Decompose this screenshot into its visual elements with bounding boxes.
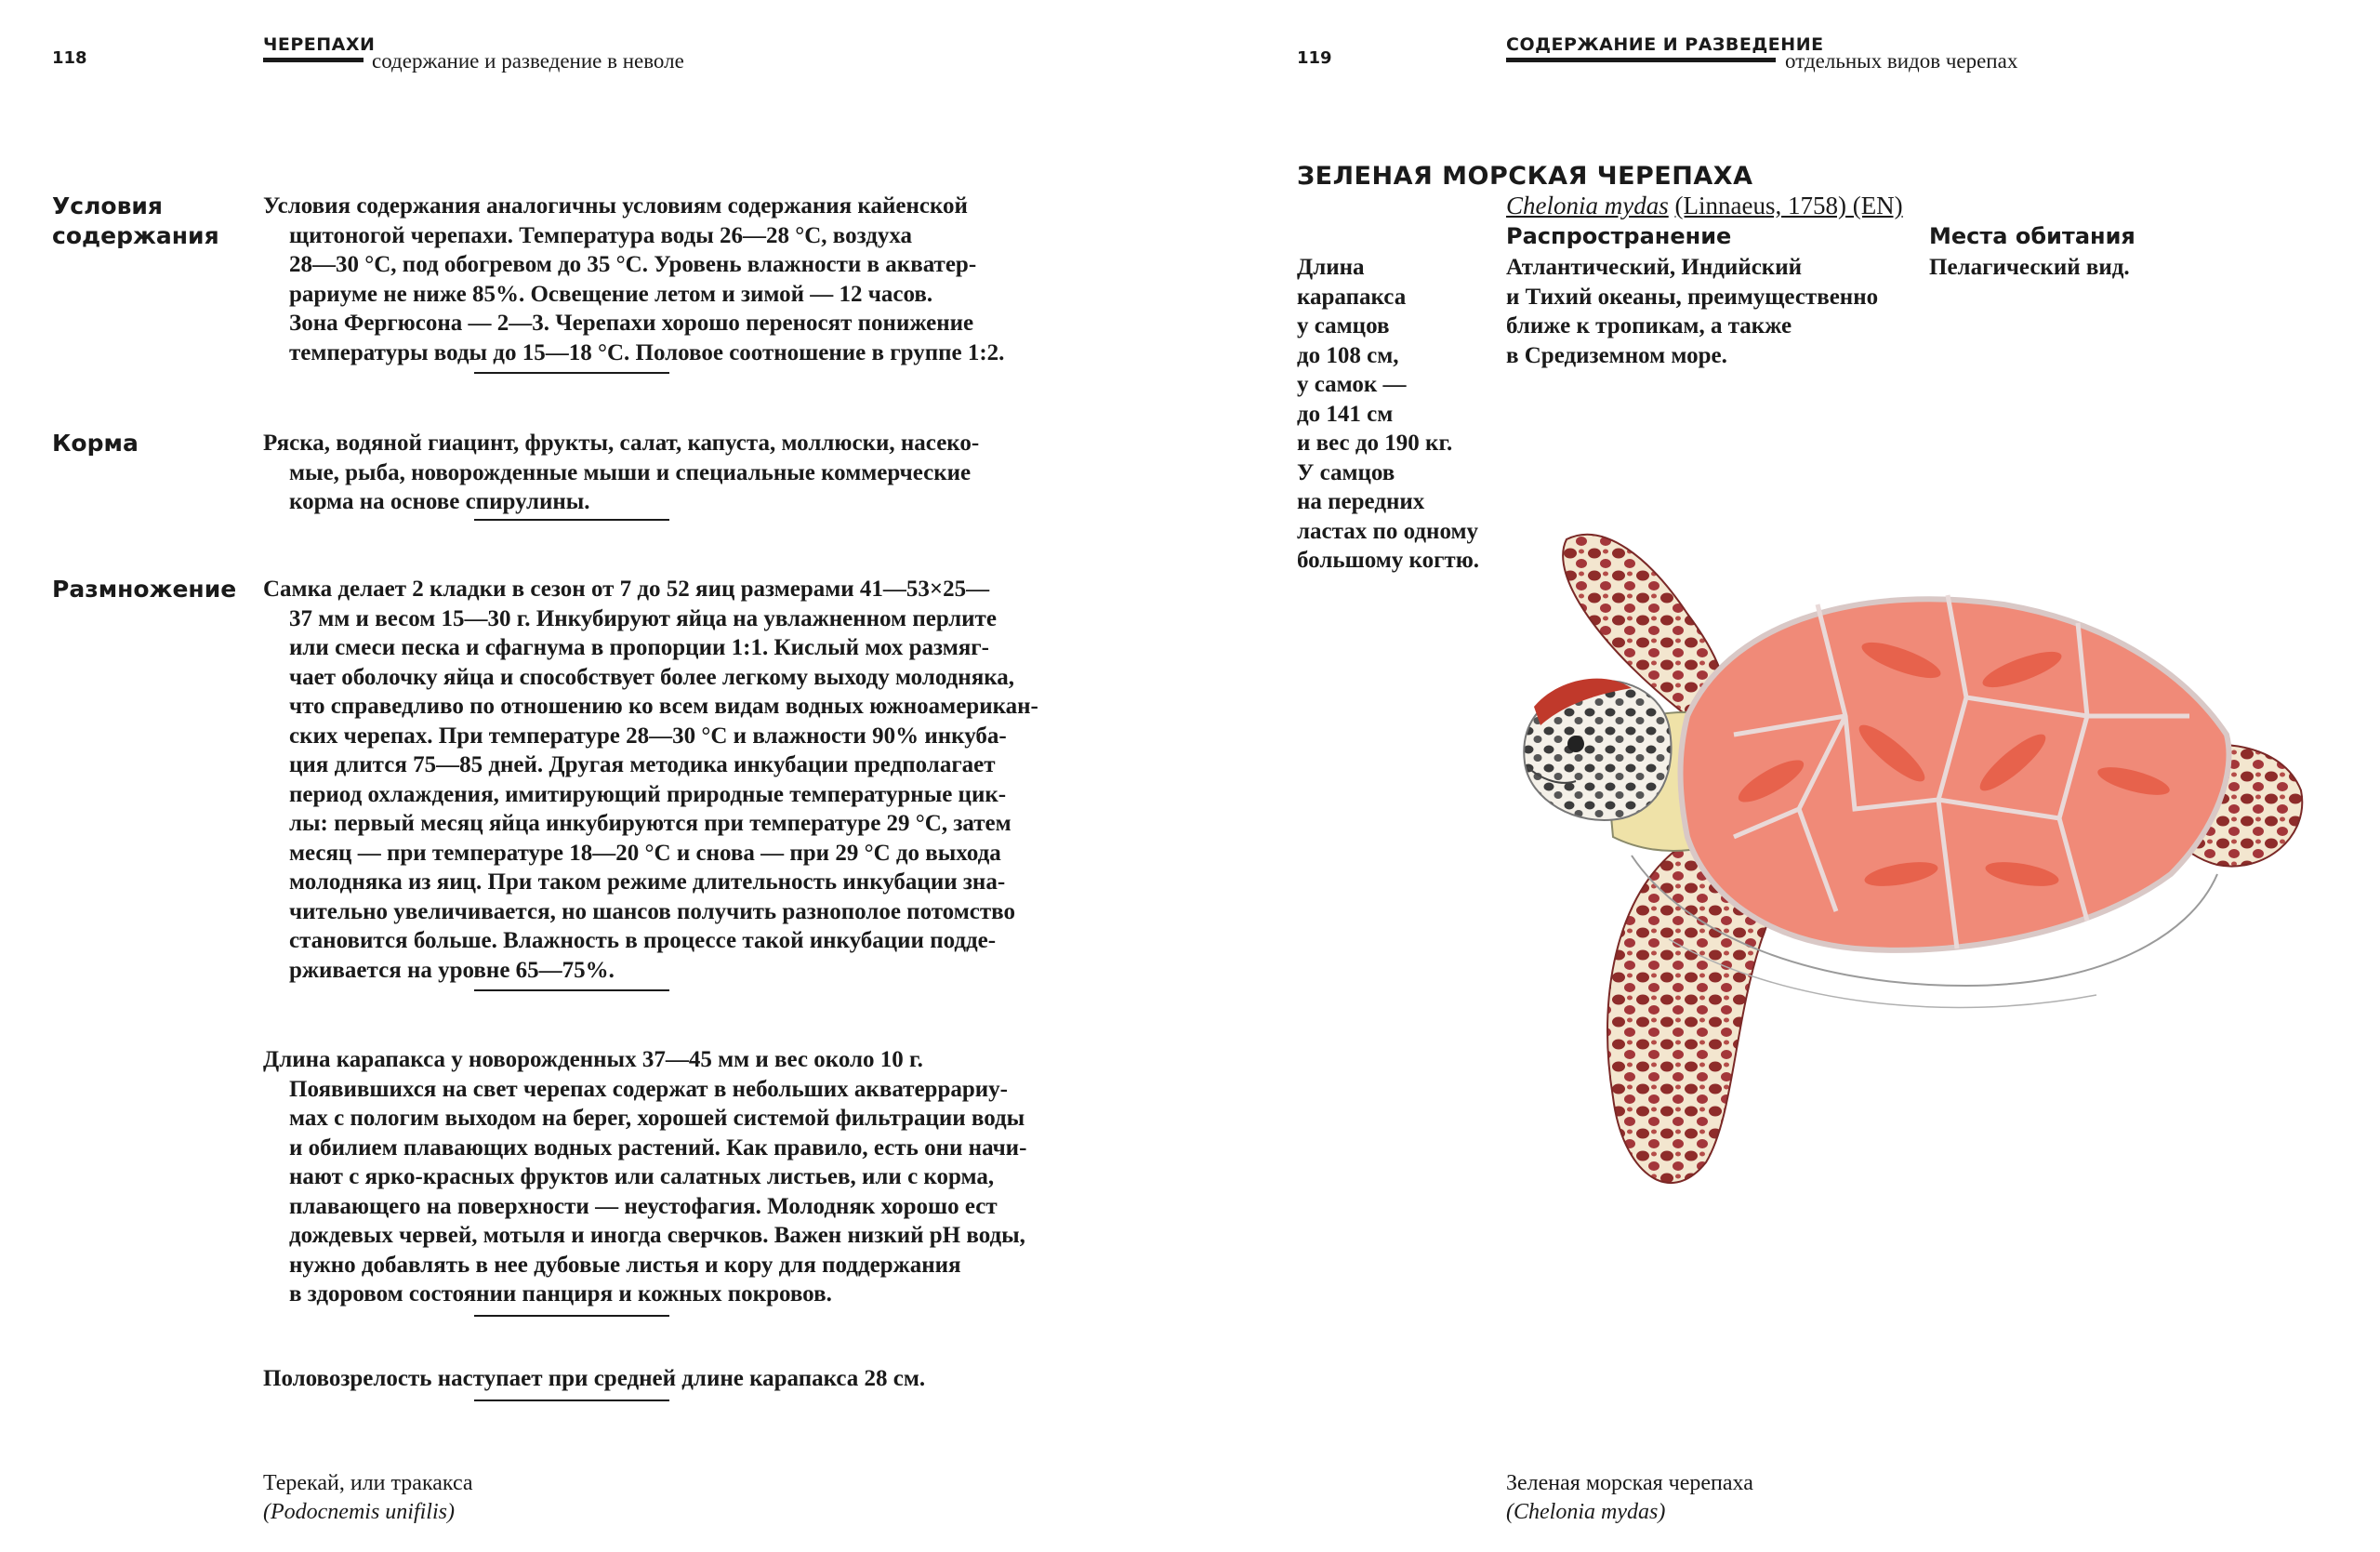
text-line: рживается на уровне 65—75%. [289, 957, 615, 983]
text-line: мах с пологим выходом на берег, хорошей системой фильтрации воды [289, 1106, 1025, 1131]
text-line: плавающего на поверхности — неустофагия. Молодняк хорошо ест [289, 1193, 998, 1219]
text-line: на передних [1297, 489, 1425, 514]
young-paragraph [263, 1045, 1026, 1309]
separator-rule [474, 989, 669, 991]
section-text-food [263, 429, 979, 517]
figure-caption [1506, 1469, 1753, 1527]
section-text-conditions [263, 192, 1004, 367]
caption-latin: (Podocnemis unifilis) [263, 1500, 455, 1524]
text-line: и вес до 190 кг. [1297, 431, 1453, 456]
text-line: у самцов [1297, 313, 1390, 338]
caption-name: Зеленая морская черепаха [1506, 1471, 1753, 1495]
text-line: чает оболочку яйца и способствует более легкому выходу молодняка, [289, 664, 1014, 690]
text-line: корма на основе спирулины. [289, 489, 590, 514]
turtle-eye [1567, 736, 1584, 752]
text-line: у самок — [1297, 372, 1407, 397]
text-line: рариуме не ниже 85%. Освещение летом и зимой — 12 часов. [289, 281, 933, 307]
text-line: лы: первый месяц яйца инкубируются при температуре 29 °С, затем [289, 811, 1012, 836]
text-line: Пелагический вид. [1929, 255, 2130, 280]
text-line: Зона Фергюсона — 2—3. Черепахи хорошо переносят понижение [289, 311, 974, 336]
text-line: 28—30 °С, под обогревом до 35 °С. Уровень влажности в акватер- [289, 252, 977, 277]
text-line: 37 мм и весом 15—30 г. Инкубируют яйца на увлажненном перлите [289, 605, 997, 631]
section-label-food: Корма [52, 430, 139, 457]
text-line: щитоногой черепахи. Температура воды 26—28 °С, воздуха [289, 222, 913, 248]
text-line: У самцов [1297, 459, 1395, 485]
text-line: карапакса [1297, 284, 1407, 310]
species-latin-name [1506, 192, 1903, 220]
habitat-column [1929, 253, 2130, 283]
text-line: и обилием плавающих водных растений. Как правило, есть они начи- [289, 1134, 1027, 1161]
text-line: до 108 см, [1297, 342, 1399, 368]
running-head-bar [263, 58, 364, 62]
text-line: ских черепах. При температуре 28—30 °С и влажности 90% инкуба- [289, 723, 1007, 749]
maturity-line: Половозрелость наступает при средней длине карапакса 28 см. [263, 1366, 926, 1391]
text-line: мые, рыба, новорожденные мыши и специальные коммерческие [289, 459, 972, 485]
text-line: в здоровом состоянии панциря и кожных покровов. [289, 1281, 832, 1307]
text-line: дождевых червей, мотыля и иногда сверчков. Важен низкий pH воды, [289, 1223, 1025, 1248]
latin-author: (Linnaeus, 1758) (EN) [1674, 192, 1903, 219]
text-line: Длина карапакса у новорожденных 37—45 мм и вес около 10 г. [263, 1047, 923, 1072]
text-line: температуры воды до 15—18 °С. Половое соотношение в группе 1:2. [289, 339, 1005, 365]
text-line: период охлаждения, имитирующий природные температурные цик- [289, 781, 1007, 807]
running-head-subtitle: содержание и разведение в неволе [372, 49, 684, 73]
text-line: ция длится 75—85 дней. Другая методика инкубации предполагает [289, 752, 996, 777]
text-line: Атлантический, Индийский [1506, 255, 1803, 280]
text-line: нужно добавлять в нее дубовые листья и кору для поддержания [289, 1252, 961, 1278]
text-line: Длина [1297, 255, 1365, 280]
text-line: или смеси песка и сфагнума в пропорции 1:1. Кислый мох размяг- [289, 635, 989, 660]
separator-rule [474, 372, 669, 374]
separator-rule [474, 519, 669, 521]
page-number: 118 [52, 48, 87, 68]
text-line: молодняка из яиц. При таком режиме длительность инкубации зна- [289, 869, 1006, 895]
text-line: Условия содержания аналогичны условиям содержания кайенской [263, 193, 968, 219]
distribution-heading: Распространение [1506, 223, 1732, 249]
caption-name: Терекай, или тракакса [263, 1471, 473, 1495]
text-line: ластах по одному [1297, 518, 1478, 544]
text-line: что справедливо по отношению ко всем видам водных южноамерикан- [289, 694, 1038, 719]
text-line: в Средиземном море. [1506, 342, 1727, 368]
text-line: чительно увеличивается, но шансов получить разнополое потомство [289, 898, 1015, 924]
distribution-column [1506, 253, 1878, 370]
text-line: становится больше. Влажность в процессе такой инкубации подде- [289, 928, 997, 953]
page-number: 119 [1297, 48, 1332, 68]
section-label-conditions: Условия содержания [52, 192, 219, 249]
latin-binomial: Chelonia mydas [1506, 192, 1669, 219]
text-line: большому когтю. [1297, 548, 1480, 573]
right-page [1190, 0, 2380, 1552]
running-head-title: ЧЕРЕПАХИ [263, 34, 376, 55]
running-head-title: СОДЕРЖАНИЕ И РАЗВЕДЕНИЕ [1506, 34, 1824, 55]
text-line: Появившихся на свет черепах содержат в небольших акватеррариу- [289, 1076, 1008, 1102]
text-line: нают с ярко-красных фруктов или салатных листьев, или с корма, [289, 1164, 995, 1189]
separator-rule [474, 1315, 669, 1317]
running-head-bar [1506, 58, 1776, 62]
text-line: месяц — при температуре 18—20 °С и снова — при 29 °С до выхода [289, 840, 1001, 866]
text-line: до 141 см [1297, 401, 1394, 427]
caption-latin: (Chelonia mydas) [1506, 1500, 1666, 1524]
species-title: ЗЕЛЕНАЯ МОРСКАЯ ЧЕРЕПАХА [1297, 162, 1753, 191]
separator-rule [474, 1399, 669, 1401]
section-text-breeding [263, 575, 1038, 985]
section-label-breeding: Размножение [52, 576, 237, 603]
running-head-subtitle: отдельных видов черепах [1785, 49, 2018, 73]
text-line: ближе к тропикам, а также [1506, 313, 1792, 338]
text-line: и Тихий океаны, преимущественно [1506, 284, 1879, 310]
turtle-illustration [1297, 502, 2320, 1246]
text-line: Ряска, водяной гиацинт, фрукты, салат, капуста, моллюски, насеко- [263, 431, 980, 456]
text-line: Самка делает 2 кладки в сезон от 7 до 52 яиц размерами 41—53×25— [263, 577, 990, 602]
habitat-heading: Места обитания [1929, 223, 2135, 249]
figure-caption [263, 1469, 473, 1527]
